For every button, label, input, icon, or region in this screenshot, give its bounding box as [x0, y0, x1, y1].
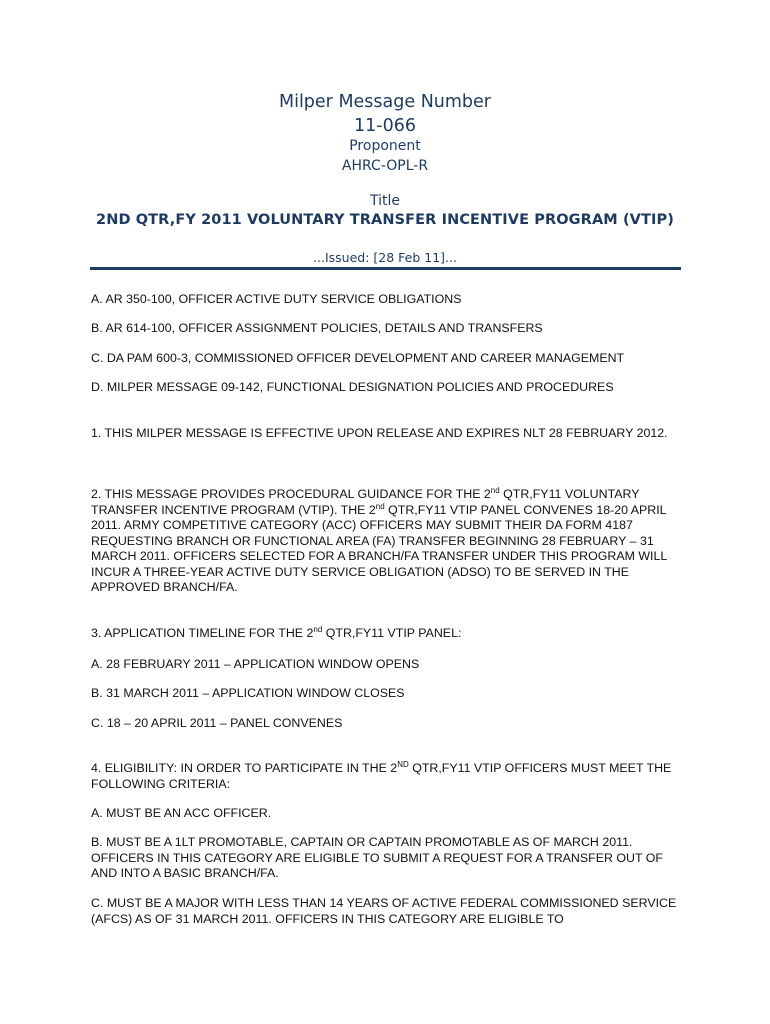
reference-c: C. DA PAM 600-3, COMMISSIONED OFFICER DEVELOPMENT AND CAREER MANAGEMENT [91, 351, 625, 365]
proponent-value: AHRC-OPL-R [341, 158, 429, 174]
paragraph-4: 4. ELIGIBILITY: IN ORDER TO PARTICIPATE IN THE 2ND QTR,FY11 VTIP OFFICERS MUST MEET THE FOLLOWING CRITERIA: [91, 759, 672, 791]
message-subject: 2ND QTR,FY 2011 VOLUNTARY TRANSFER INCENTIVE PROGRAM (VTIP) [96, 212, 674, 228]
criteria-b: B. MUST BE A 1LT PROMOTABLE, CAPTAIN OR CAPTAIN PROMOTABLE AS OF MARCH 2011. OFFICERS IN THIS CATEGORY ARE ELIGIBLE TO SUBMIT A REQUEST FOR A TRANSFER OUT OF AND INTO A BASIC BRANCH/FA. [91, 835, 663, 880]
paragraph-2: 2. THIS MESSAGE PROVIDES PROCEDURAL GUIDANCE FOR THE 2nd QTR,FY11 VOLUNTARY TRANSFER INCENTIVE PROGRAM (VTIP). THE 2nd QTR,FY11 VTIP PANEL CONVENES 18-20 APRIL 2011. ARMY COMPETITIVE CATEGORY (ACC) OFFICERS MAY SUBMIT THEIR DA FORM 4187 REQUESTING BRANCH OR FUNCTIONAL AREA (FA) TRANSFER BEGINNING 28 FEBRUARY – 31 MARCH 2011. OFFICERS SELECTED FOR A BRANCH/FA TRANSFER UNDER THIS PROGRAM WILL INCUR A THREE-YEAR ACTIVE DUTY SERVICE OBLIGATION (ADSO) TO BE SERVED IN THE APPROVED BRANCH/FA. [91, 485, 667, 594]
timeline-b: B. 31 MARCH 2011 – APPLICATION WINDOW CLOSES [91, 686, 405, 700]
paragraph-3: 3. APPLICATION TIMELINE FOR THE 2nd QTR,FY11 VTIP PANEL: [91, 624, 462, 640]
message-number: 11-066 [354, 116, 416, 136]
criteria-a: A. MUST BE AN ACC OFFICER. [91, 806, 272, 820]
proponent-label: Proponent [349, 138, 421, 154]
reference-d: D. MILPER MESSAGE 09-142, FUNCTIONAL DESIGNATION POLICIES AND PROCEDURES [91, 380, 614, 394]
timeline-a: A. 28 FEBRUARY 2011 – APPLICATION WINDOW OPENS [91, 657, 420, 671]
header-divider [90, 267, 681, 270]
reference-a: A. AR 350-100, OFFICER ACTIVE DUTY SERVICE OBLIGATIONS [91, 292, 462, 306]
issued-date: ...Issued: [28 Feb 11]... [313, 250, 457, 265]
message-title: Milper Message Number [278, 92, 492, 112]
paragraph-1: 1. THIS MILPER MESSAGE IS EFFECTIVE UPON RELEASE AND EXPIRES NLT 28 FEBRUARY 2012. [91, 426, 668, 440]
timeline-c: C. 18 – 20 APRIL 2011 – PANEL CONVENES [91, 716, 343, 730]
reference-b: B. AR 614-100, OFFICER ASSIGNMENT POLICIES, DETAILS AND TRANSFERS [91, 321, 543, 335]
title-label: Title [369, 193, 400, 209]
criteria-c: C. MUST BE A MAJOR WITH LESS THAN 14 YEARS OF ACTIVE FEDERAL COMMISSIONED SERVICE (AFCS) AS OF 31 MARCH 2011. OFFICERS IN THIS CATEGORY ARE ELIGIBLE TO [91, 896, 677, 926]
